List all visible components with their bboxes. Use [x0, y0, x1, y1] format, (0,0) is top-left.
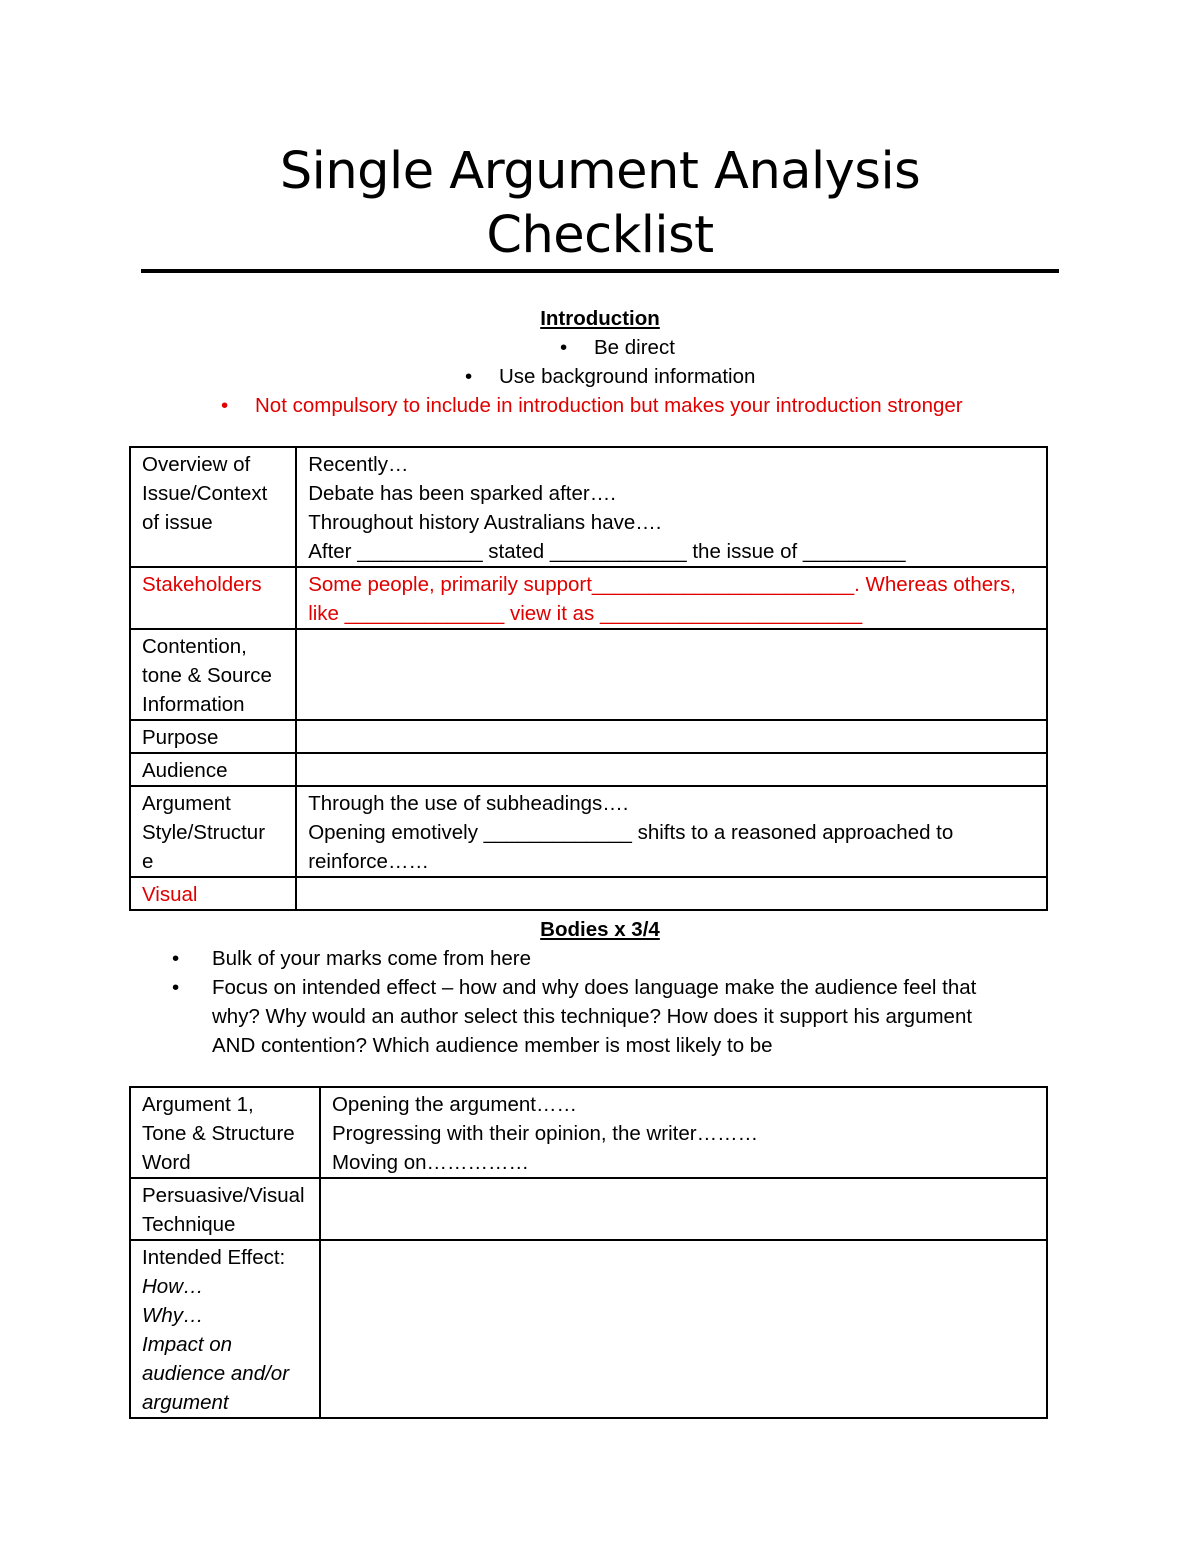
label-line: Style/Structur	[142, 821, 266, 844]
table-row	[130, 629, 1047, 720]
content-line: reinforce……	[308, 850, 429, 873]
bullet-dot-icon: •	[560, 336, 568, 359]
row-content-technique	[320, 1178, 1047, 1240]
title-divider	[141, 269, 1059, 273]
content-line: Recently…	[308, 453, 409, 476]
label-line: Argument	[142, 792, 231, 815]
row-content-purpose	[296, 720, 1047, 753]
table-row	[130, 786, 1047, 877]
row-label-technique	[130, 1178, 320, 1240]
label-line: Contention,	[142, 635, 247, 658]
row-label-stakeholders	[130, 567, 296, 629]
label-line: Information	[142, 693, 245, 716]
label-line: Technique	[142, 1213, 236, 1236]
row-content-visual	[296, 877, 1047, 910]
bullet-dot-icon: •	[221, 394, 229, 417]
table-row	[130, 753, 1047, 786]
bullet-dot-icon: •	[172, 976, 180, 999]
label-line: of issue	[142, 511, 213, 534]
content-line: Through the use of subheadings….	[308, 792, 629, 815]
row-label-argument-1	[130, 1087, 320, 1178]
bodies-bullet-text: Focus on intended effect – how and why does language make the audience feel that why? Why would an author select this technique? How does it support his argument AND contention? Which audience member is most likely to be	[212, 976, 977, 1057]
bullet-dot-icon: •	[465, 365, 473, 388]
content-line: Progressing with their opinion, the writer………	[331, 1122, 759, 1145]
bodies-bullet-2	[172, 973, 992, 1060]
label-line: Purpose	[142, 726, 219, 749]
row-label-audience	[130, 753, 296, 786]
label-line-italic: Impact on	[142, 1333, 233, 1356]
label-line: Audience	[142, 759, 228, 782]
content-line: Some people, primarily support_______________________. Whereas others,	[308, 573, 1016, 596]
row-label-contention	[130, 629, 296, 720]
row-label-intended-effect	[130, 1240, 320, 1418]
content-line: Throughout history Australians have….	[308, 511, 662, 534]
label-line: Overview of	[142, 453, 251, 476]
label-line: Word	[142, 1151, 191, 1174]
content-line: After ___________ stated ____________ the issue of _________	[308, 540, 906, 563]
content-line: Opening the argument……	[331, 1093, 577, 1116]
row-content-contention	[296, 629, 1047, 720]
row-label-visual	[130, 877, 296, 910]
label-line-italic: audience and/or	[142, 1362, 290, 1385]
row-content-intended-effect	[320, 1240, 1047, 1418]
body-table	[129, 1086, 1048, 1419]
intro-bullet-text: Not compulsory to include in introduction but makes your introduction stronger	[255, 394, 963, 417]
row-content-argument-style	[296, 786, 1047, 877]
intro-bullet-text: Use background information	[499, 365, 756, 388]
content-line: Debate has been sparked after….	[308, 482, 616, 505]
label-line: tone & Source	[142, 664, 272, 687]
page-title-line-2: Checklist	[486, 206, 714, 265]
label-line: Tone & Structure	[142, 1122, 295, 1145]
label-line: Visual	[142, 883, 198, 906]
label-line: Argument 1,	[142, 1093, 254, 1116]
label-line: e	[142, 850, 154, 873]
row-label-overview	[130, 447, 296, 567]
table-row	[130, 720, 1047, 753]
row-content-argument-1	[320, 1087, 1047, 1178]
bodies-heading: Bodies x 3/4	[540, 918, 660, 941]
label-line: Issue/Context	[142, 482, 268, 505]
row-content-overview	[296, 447, 1047, 567]
table-row	[130, 567, 1047, 629]
label-line: Intended Effect:	[142, 1246, 286, 1269]
table-row	[130, 1240, 1047, 1418]
bodies-bullet-1	[172, 944, 1032, 973]
table-row	[130, 447, 1047, 567]
label-line: Persuasive/Visual	[142, 1184, 305, 1207]
row-label-argument-style	[130, 786, 296, 877]
table-row	[130, 877, 1047, 910]
intro-bullet-text: Be direct	[594, 336, 675, 359]
table-row	[130, 1178, 1047, 1240]
label-line-italic: How…	[142, 1275, 204, 1298]
label-line-italic: Why…	[142, 1304, 204, 1327]
table-row	[130, 1087, 1047, 1178]
label-line-italic: argument	[142, 1391, 229, 1414]
intro-table	[129, 446, 1048, 911]
bullet-dot-icon: •	[172, 947, 180, 970]
content-line: Moving on……………	[331, 1151, 530, 1174]
page-title	[0, 140, 1200, 268]
content-line: Opening emotively _____________ shifts to a reasoned approached to	[308, 821, 954, 844]
row-label-purpose	[130, 720, 296, 753]
introduction-heading: Introduction	[540, 307, 660, 330]
bodies-bullet-text: Bulk of your marks come from here	[212, 947, 531, 970]
label-line: Stakeholders	[142, 573, 262, 596]
content-line: like ______________ view it as _______________________	[308, 602, 863, 625]
row-content-audience	[296, 753, 1047, 786]
page-title-line-1: Single Argument Analysis	[279, 142, 921, 201]
row-content-stakeholders	[296, 567, 1047, 629]
